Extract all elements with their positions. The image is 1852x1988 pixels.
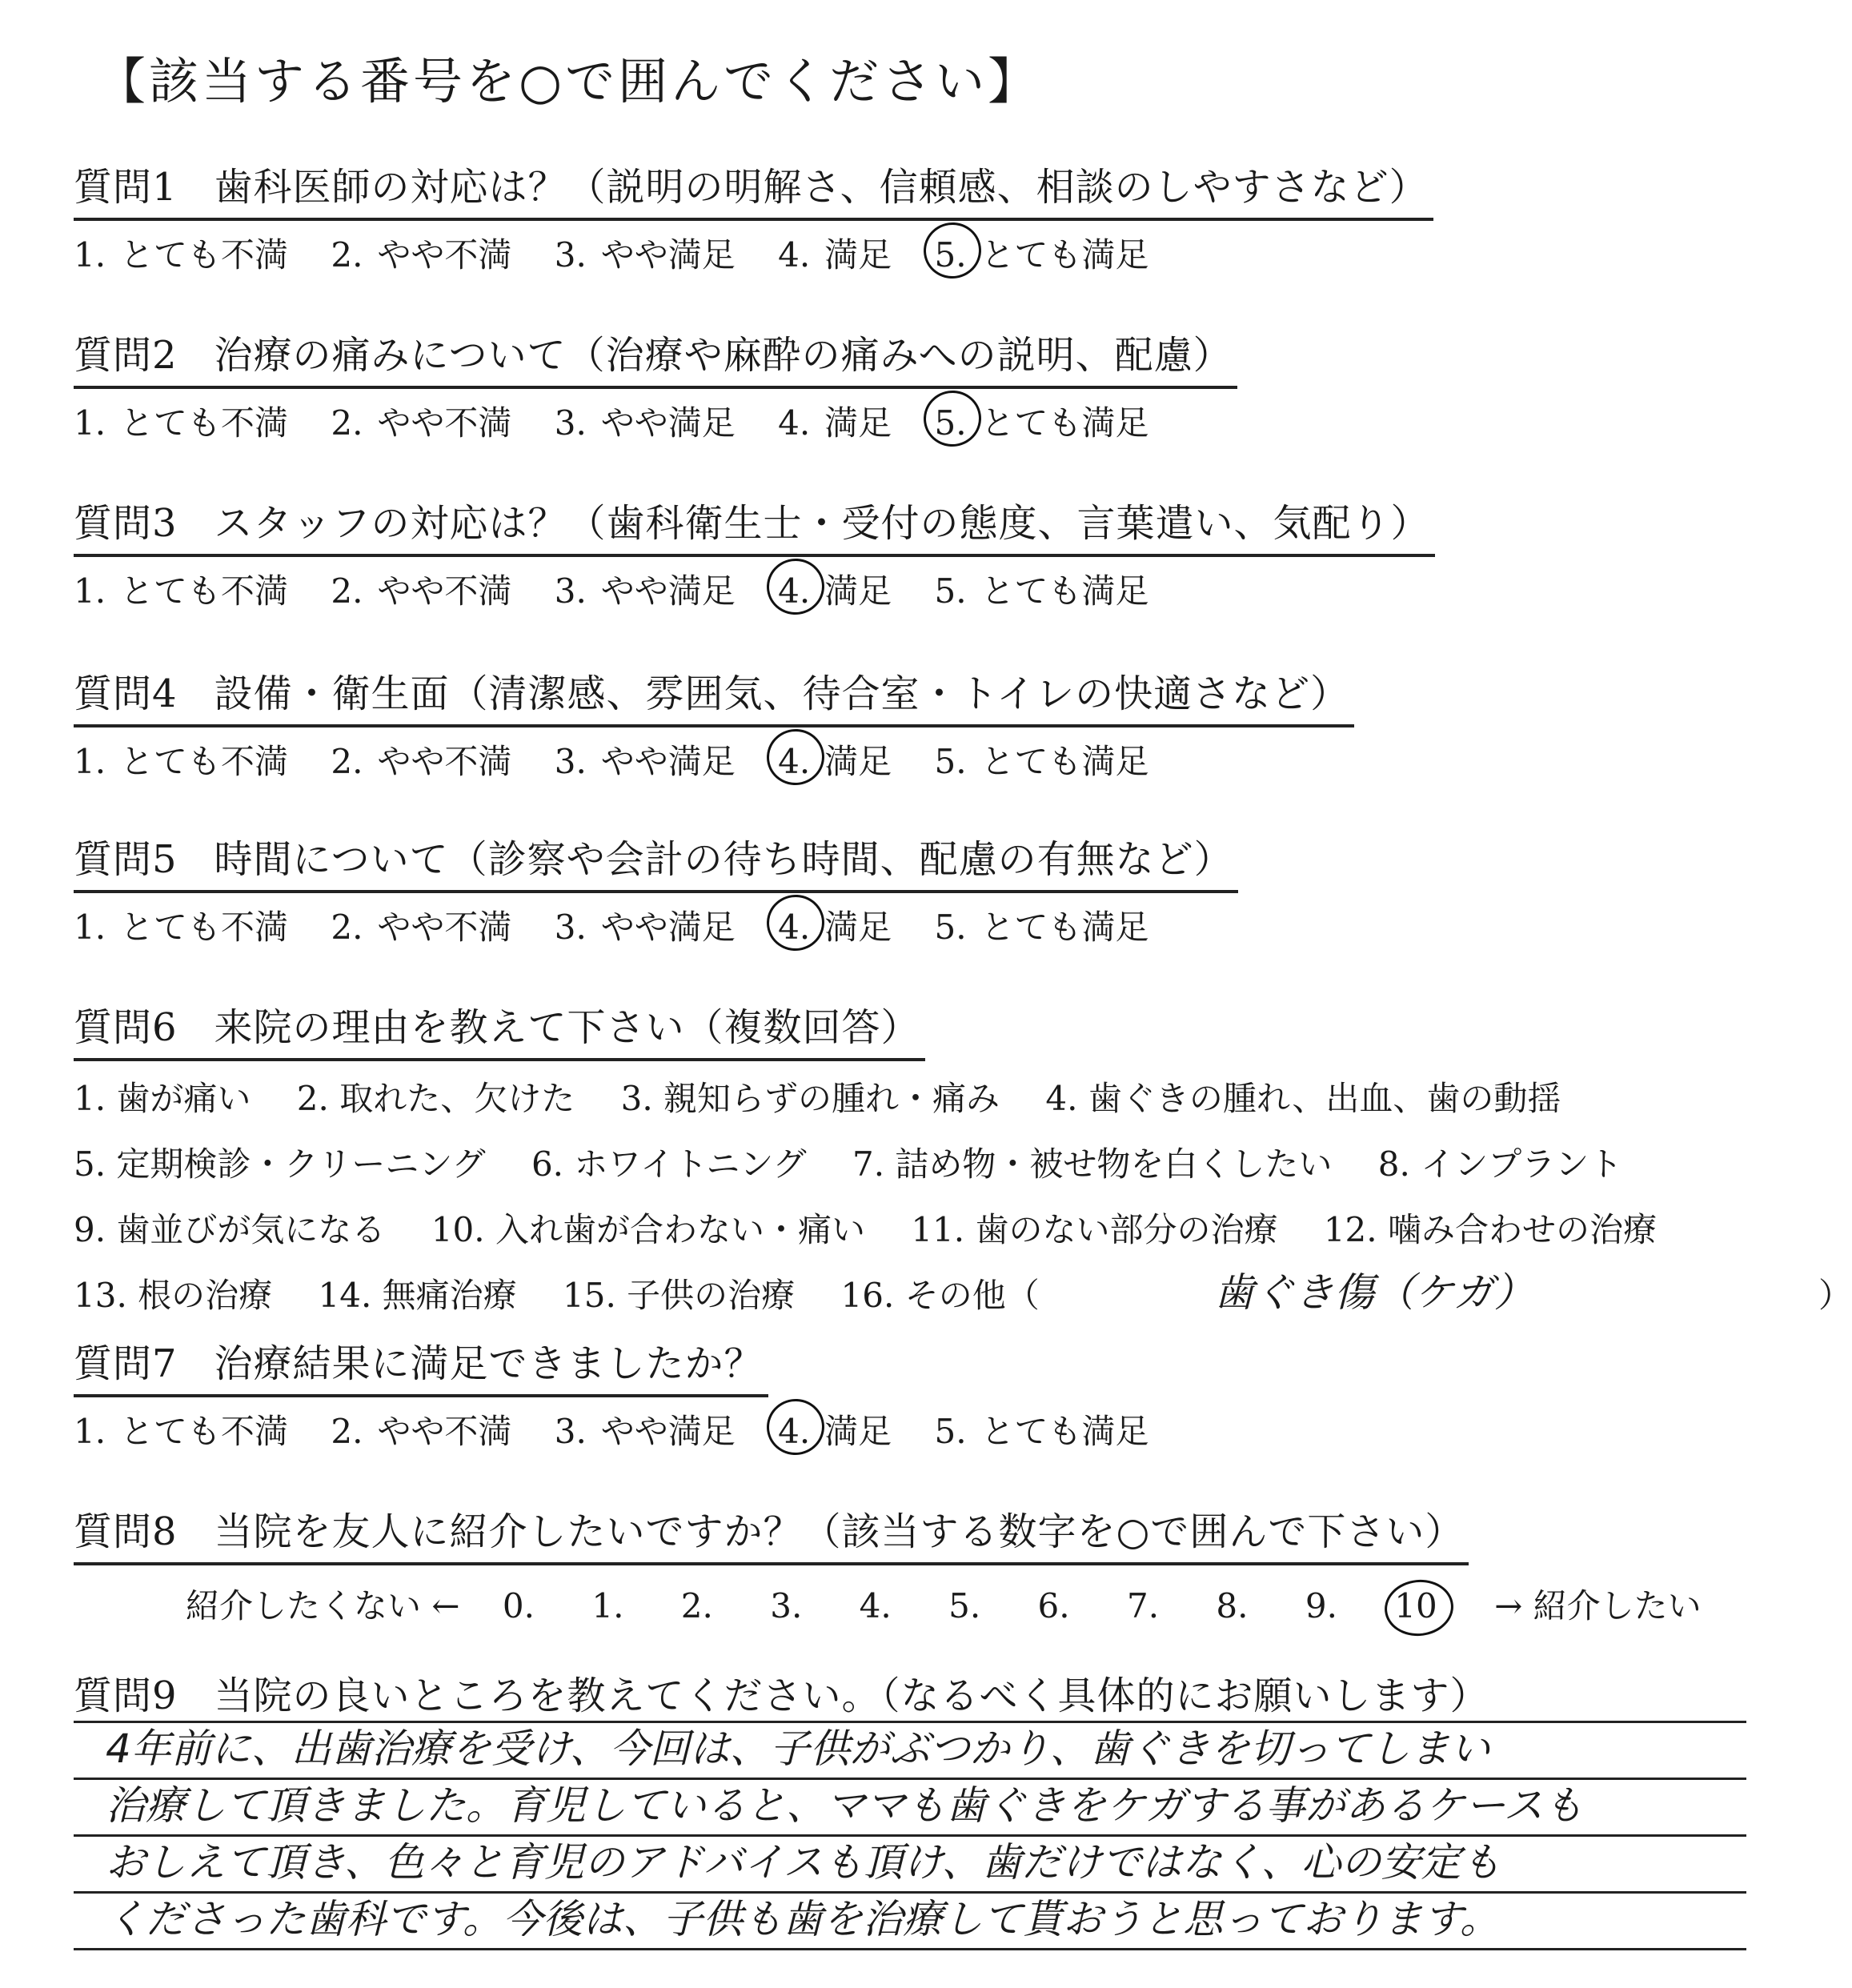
option-4[interactable]: 4. 満足	[778, 235, 892, 275]
option-5[interactable]: 5. とても満足	[934, 571, 1149, 611]
reason-row-3	[74, 1202, 1834, 1258]
question-text: 時間について（診察や会計の待ち時間、配慮の有無など）	[214, 837, 1233, 882]
reason-row-1	[74, 1071, 1834, 1127]
option-3[interactable]: 3. やや満足	[554, 908, 736, 947]
option-1[interactable]: 1. とても不満	[74, 742, 289, 781]
option-2[interactable]: 2. やや不満	[331, 742, 512, 781]
question-text: 歯科医師の対応は？（説明の明解さ、信頼感、相談のしやすさなど）	[214, 165, 1429, 210]
question-number: 質問2	[74, 333, 178, 378]
scale-left-label: 紹介したくない ←	[186, 1586, 460, 1625]
comment-line	[74, 1780, 1746, 1837]
option-3[interactable]: 3. やや満足	[554, 235, 736, 275]
question-number: 質問8	[74, 1509, 178, 1554]
comment-text: おしえて頂き、色々と育児のアドバイスも頂け、歯だけではなく、心の安定も	[106, 1839, 1501, 1886]
question-title	[74, 663, 1354, 727]
scale-0[interactable]: 0.	[502, 1586, 535, 1625]
question-title	[74, 156, 1433, 221]
option-1[interactable]: 1. とても不満	[74, 908, 289, 947]
reason-option[interactable]: 14. 無痛治療	[318, 1276, 517, 1315]
reason-option[interactable]: 5. 定期検診・クリーニング	[74, 1144, 486, 1184]
comment-text: くださった歯科です。今後は、子供も歯を治療して貰おうと思っております。	[106, 1896, 1500, 1942]
rating-options	[74, 565, 1435, 613]
scale-1[interactable]: 1.	[591, 1586, 624, 1625]
question-number: 質問7	[74, 1341, 178, 1386]
question-number: 質問9	[74, 1673, 178, 1718]
option-4-selected[interactable]: 4. 満足	[778, 571, 892, 611]
question-title	[74, 828, 1238, 893]
option-3[interactable]: 3. やや満足	[554, 1412, 736, 1451]
reason-option[interactable]: 16. その他（	[840, 1276, 1040, 1315]
scale-10-selected[interactable]: 10	[1394, 1586, 1437, 1625]
option-5[interactable]: 5. とても満足	[934, 908, 1149, 947]
comment-text: 治療して頂きました。育児していると、ママも歯ぐきをケガする事があるケースも	[106, 1782, 1584, 1829]
reason-option[interactable]: 11. 歯のない部分の治療	[911, 1210, 1278, 1249]
scale-5[interactable]: 5.	[948, 1586, 981, 1625]
scale-2[interactable]: 2.	[680, 1586, 713, 1625]
option-4[interactable]: 4. 満足	[778, 403, 892, 443]
comment-line	[74, 1837, 1746, 1894]
option-2[interactable]: 2. やや不満	[331, 403, 512, 443]
reason-option[interactable]: 12. 噛み合わせの治療	[1323, 1210, 1657, 1249]
option-2[interactable]: 2. やや不満	[331, 235, 512, 275]
option-2[interactable]: 2. やや不満	[331, 571, 512, 611]
rating-options	[74, 229, 1433, 277]
option-4-selected[interactable]: 4. 満足	[778, 1412, 892, 1451]
reason-option[interactable]: 3. 親知らずの腫れ・痛み	[620, 1079, 1000, 1118]
reason-option[interactable]: 8. インプラント	[1377, 1144, 1623, 1184]
option-1[interactable]: 1. とても不満	[74, 1412, 289, 1451]
comment-area[interactable]	[74, 1721, 1746, 1950]
reason-option[interactable]: 7. 詰め物・被せ物を白くしたい	[852, 1144, 1333, 1184]
question-number: 質問5	[74, 837, 178, 882]
option-1[interactable]: 1. とても不満	[74, 403, 289, 443]
comment-text: 4年前に、出歯治療を受け、今回は、子供がぶつかり、歯ぐきを切ってしまい	[106, 1725, 1490, 1772]
question-text: 治療の痛みについて（治療や麻酔の痛みへの説明、配慮）	[214, 333, 1233, 378]
question-1	[74, 156, 1433, 277]
question-number: 質問4	[74, 671, 178, 716]
reason-option[interactable]: 2. 取れた、欠けた	[296, 1079, 575, 1118]
recommend-scale	[74, 1580, 1718, 1628]
question-number: 質問3	[74, 501, 178, 546]
scale-4[interactable]: 4.	[859, 1586, 892, 1625]
other-reason-handwritten[interactable]: 歯ぐき傷（ケガ）	[1214, 1269, 1534, 1316]
question-6	[74, 996, 1852, 1324]
question-7	[74, 1333, 1181, 1453]
reason-row-2	[74, 1136, 1834, 1192]
scale-8[interactable]: 8.	[1216, 1586, 1249, 1625]
reason-option[interactable]: 10. 入れ歯が合わない・痛い	[431, 1210, 865, 1249]
question-title	[74, 1501, 1469, 1565]
option-4-selected[interactable]: 4. 満足	[778, 742, 892, 781]
question-text: スタッフの対応は？（歯科衛生士・受付の態度、言葉遣い、気配り）	[214, 501, 1430, 546]
reason-option[interactable]: 1. 歯が痛い	[74, 1079, 251, 1118]
question-5	[74, 828, 1238, 949]
question-title	[74, 1333, 768, 1397]
option-5[interactable]: 5. とても満足	[934, 742, 1149, 781]
option-3[interactable]: 3. やや満足	[554, 571, 736, 611]
option-5-selected[interactable]: 5. とても満足	[934, 235, 1149, 275]
question-number: 質問1	[74, 165, 178, 210]
reason-option[interactable]: 4. 歯ぐきの腫れ、出血、歯の動揺	[1045, 1079, 1561, 1118]
option-4-selected[interactable]: 4. 満足	[778, 908, 892, 947]
rating-options	[74, 901, 1238, 949]
reason-option[interactable]: 6. ホワイトニング	[531, 1144, 807, 1184]
question-text: 治療結果に満足できましたか？	[214, 1341, 764, 1386]
question-2	[74, 324, 1237, 445]
question-text: 設備・衛生面（清潔感、雰囲気、待合室・トイレの快適さなど）	[214, 671, 1350, 716]
reason-row-4	[74, 1268, 1852, 1324]
option-3[interactable]: 3. やや満足	[554, 742, 736, 781]
option-5[interactable]: 5. とても満足	[934, 1412, 1149, 1451]
other-reason-close: ）	[1818, 1276, 1852, 1315]
comment-line	[74, 1894, 1746, 1950]
page-heading: 【該当する番号を○で囲んでください】	[96, 52, 1041, 110]
scale-right-label: → 紹介したい	[1494, 1586, 1702, 1625]
scale-7[interactable]: 7.	[1126, 1586, 1160, 1625]
rating-options	[74, 1405, 1181, 1453]
rating-options	[74, 397, 1237, 445]
reason-option[interactable]: 9. 歯並びが気になる	[74, 1210, 386, 1249]
option-1[interactable]: 1. とても不満	[74, 235, 289, 275]
question-3	[74, 492, 1435, 613]
question-text: 当院を友人に紹介したいですか？（該当する数字を○で囲んで下さい）	[214, 1509, 1465, 1554]
scale-6[interactable]: 6.	[1037, 1586, 1070, 1625]
option-2[interactable]: 2. やや不満	[331, 908, 512, 947]
question-title	[74, 324, 1237, 389]
option-1[interactable]: 1. とても不満	[74, 571, 289, 611]
question-text: 当院の良いところを教えてください。（なるべく具体的にお願いします）	[214, 1673, 1489, 1718]
scale-9[interactable]: 9.	[1305, 1586, 1337, 1625]
question-text: 来院の理由を教えて下さい（複数回答）	[214, 1005, 920, 1050]
question-number: 質問6	[74, 1005, 178, 1050]
scale-3[interactable]: 3.	[770, 1586, 803, 1625]
option-3[interactable]: 3. やや満足	[554, 403, 736, 443]
comment-line	[74, 1721, 1746, 1780]
option-2[interactable]: 2. やや不満	[331, 1412, 512, 1451]
question-4	[74, 663, 1354, 784]
question-8	[74, 1501, 1718, 1628]
rating-options	[74, 735, 1354, 784]
reason-option[interactable]: 15. 子供の治療	[563, 1276, 796, 1315]
option-5-selected[interactable]: 5. とても満足	[934, 403, 1149, 443]
question-title	[74, 492, 1435, 557]
question-title	[74, 996, 925, 1061]
reason-option[interactable]: 13. 根の治療	[74, 1276, 273, 1315]
